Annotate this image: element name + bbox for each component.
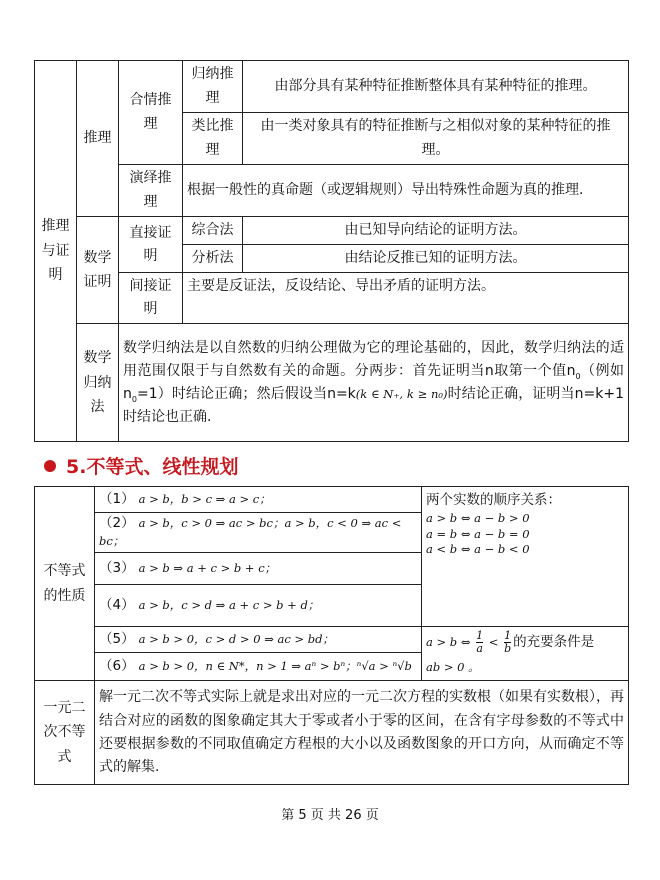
reciprocal-condition-box: a > b ⇔ $\frac{1}{a}$ < $\frac{1}{b}$ 的充要条件是 ab > 0 。: [422, 627, 629, 681]
analogical-inference-desc: 由一类对象具有的特征推断与之相似对象的某种特征的推理。: [243, 113, 629, 165]
analogical-inference-label: 类比推理: [183, 113, 243, 165]
direct-proof-label: 直接证明: [119, 217, 183, 273]
quadratic-inequality-desc: 解一元二次不等式实际上就是求出对应的一元二次方程的实数根（如果有实数根），再结合对应的函数的图象确定其大于零或者小于零的区间，在含有字母参数的不等式中还要根据参数的不同取值确定方程根的大小以及函数图象的开口方向，从而确定不等式的解集.: [95, 681, 629, 785]
property-row: （5） a > b > 0，c > d > 0 ⇒ ac > bd；: [95, 627, 422, 653]
inference-label: 推理: [77, 61, 119, 217]
quadratic-inequality-label: 一元二次不等式: [35, 681, 95, 785]
order-relation-line: a < b ⇔ a − b < 0: [426, 542, 530, 557]
deductive-inference-desc: 根据一般性的真命题（或逻辑规则）导出特殊性命题为真的推理.: [183, 165, 629, 217]
inequality-table: [34, 486, 629, 785]
math-proof-label: 数学证明: [77, 217, 119, 324]
order-relation-box: [422, 487, 629, 627]
indirect-proof-label: 间接证明: [119, 273, 183, 324]
property-row: （1） a > b，b > c ⇒ a > c；: [95, 487, 422, 513]
synthetic-method-label: 综合法: [183, 217, 243, 245]
analytic-method-label: 分析法: [183, 245, 243, 273]
property-row: （2） a > b，c > 0 ⇒ ac > bc；a > b，c < 0 ⇒ ac < bc；: [95, 513, 422, 553]
analytic-method-desc: 由结论反推已知的证明方法。: [243, 245, 629, 273]
bullet-dot-icon: [44, 460, 56, 472]
fraction-one-over-b: $\frac{1}{b}$: [504, 629, 512, 655]
section-title: 5.不等式、线性规划: [66, 456, 239, 478]
inductive-inference-desc: 由部分具有某种特征推断整体具有某种特征的推理。: [243, 61, 629, 113]
order-relation-line: a > b ⇔ a − b > 0: [426, 511, 530, 526]
page-footer: 第 5 页 共 26 页: [281, 808, 379, 823]
inequality-properties-label: 不等式的性质: [35, 487, 95, 681]
plausible-inference-label: 合情推理: [119, 61, 183, 165]
math-induction-desc: 数学归纳法是以自然数的归纳公理做为它的理论基础的，因此，数学归纳法的适用范围仅限于与自然数有关的命题。分两步：首先证明当n取第一个值$n_0$（例如$n_0=1$）时结论正确；然后假设当n=k(k ∈ N₊, k ≥ n₀)时结论正确，证明当n=k+1时结论也正确.: [119, 324, 629, 442]
math-induction-label: 数学归纳法: [77, 324, 119, 442]
synthetic-method-desc: 由已知导向结论的证明方法。: [243, 217, 629, 245]
property-row: （4） a > b，c > d ⇒ a + c > b + d；: [95, 585, 422, 627]
section-heading: [44, 452, 238, 479]
inference-proof-table: [34, 60, 629, 442]
property-row: （6） a > b > 0，n ∈ N*，n > 1 ⇒ aⁿ > bⁿ；ⁿ√a > ⁿ√b: [95, 653, 422, 681]
inductive-inference-label: 归纳推理: [183, 61, 243, 113]
fraction-one-over-a: $\frac{1}{a}$: [476, 629, 484, 655]
deductive-inference-label: 演绎推理: [119, 165, 183, 217]
property-row: （3） a > b ⇒ a + c > b + c；: [95, 553, 422, 585]
order-relation-line: a = b ⇔ a − b = 0: [426, 526, 530, 541]
root-category-label: 推理与证明: [35, 61, 77, 442]
indirect-proof-desc: 主要是反证法，反设结论、导出矛盾的证明方法。: [183, 273, 629, 324]
order-relation-title: 两个实数的顺序关系：: [426, 492, 561, 508]
